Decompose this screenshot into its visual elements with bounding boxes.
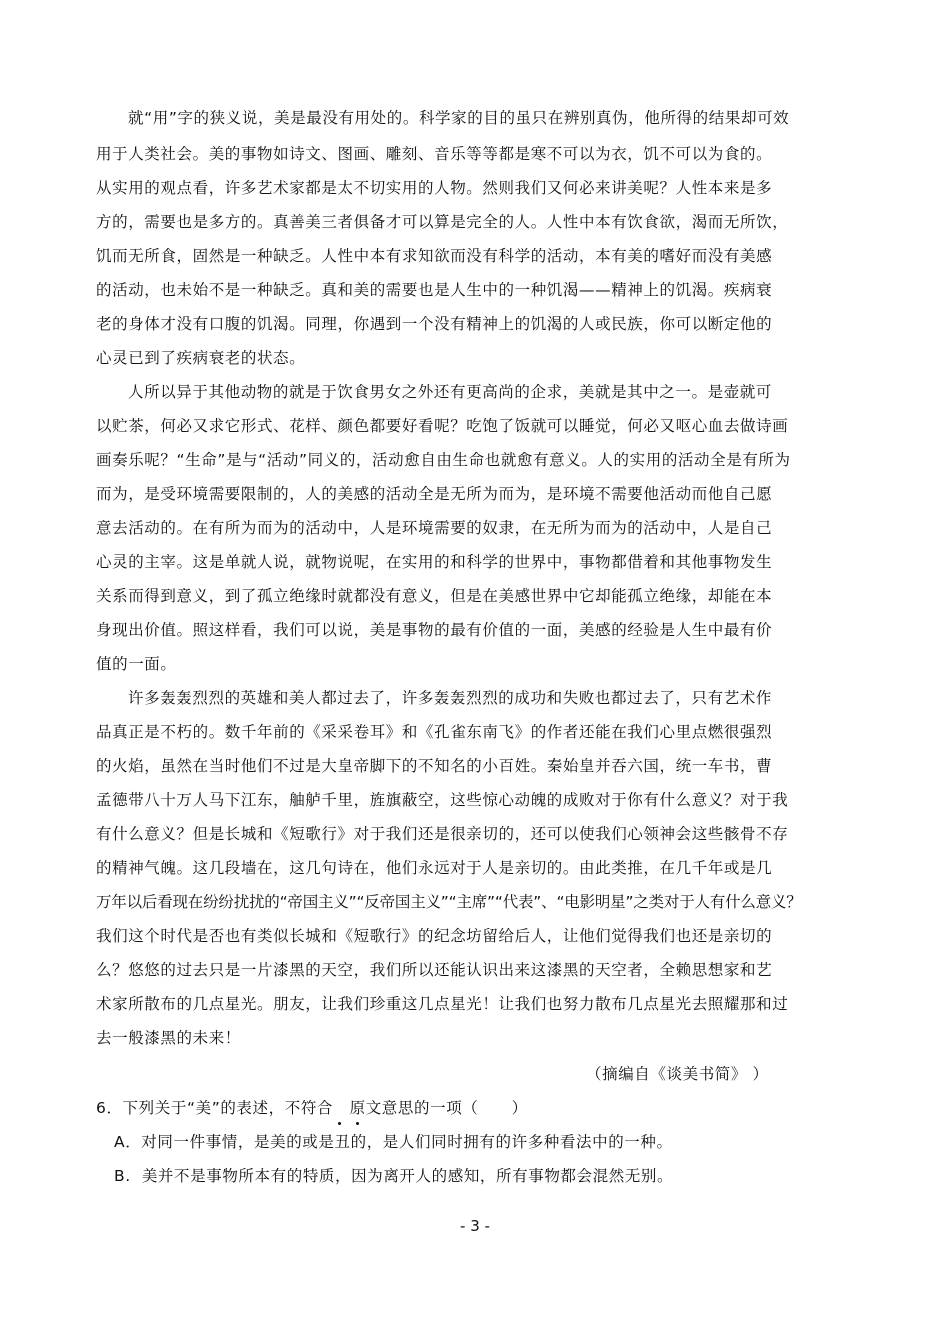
passage-line: 去一般漆黑的未来！ [96, 1029, 241, 1047]
emphasis-dot [338, 1122, 341, 1125]
passage-line: 从实用的观点看，许多艺术家都是太不切实用的人物。然则我们又何必来讲美呢？人性本来是多 [96, 179, 773, 197]
passage-line: 我们这个时代是否也有类似长城和《短歌行》的纪念坊留给后人，让他们觉得我们也还是亲切的 [96, 927, 773, 945]
passage-line: 而为，是受环境需要限制的，人的美感的活动全是无所为而为，是环境不需要他活动而他自己愿 [96, 485, 773, 503]
page-number: - 3 - [460, 1217, 490, 1235]
passage-line: 身现出价值。照这样看，我们可以说，美是事物的最有价值的一面，美感的经验是人生中最有价 [96, 621, 773, 639]
passage-line: 人所以异于其他动物的就是于饮食男女之外还有更高尚的企求，美就是其中之一。是壶就可 [128, 383, 773, 401]
passage-line: 孟德带八十万人马下江东，舳舻千里，旌旗蔽空，这些惊心动魄的成败对于你有什么意义？对于我 [96, 791, 789, 809]
emphasis-dot [356, 1122, 359, 1125]
passage-line: 心灵已到了疾病衰老的状态。 [96, 349, 306, 367]
passage-line: 值的一面。 [96, 655, 177, 673]
option-a: A．对同一件事情，是美的或是丑的，是人们同时拥有的许多种看法中的一种。 [114, 1133, 673, 1151]
passage-line: 老的身体才没有口腹的饥渴。同理，你遇到一个没有精神上的饥渴的人或民族，你可以断定他的 [96, 315, 773, 333]
passage-line: 品真正是不朽的。数千年前的《采采卷耳》和《孔雀东南飞》的作者还能在我们心里点燃很强烈 [96, 723, 773, 741]
passage-line: 用于人类社会。美的事物如诗文、图画、雕刻、音乐等等都是寒不可以为衣，饥不可以为食的。 [96, 145, 773, 163]
passage-line: 许多轰轰烈烈的英雄和美人都过去了，许多轰轰烈烈的成功和失败也都过去了，只有艺术作 [128, 689, 773, 707]
passage-line: 以贮茶，何必又求它形式、花样、颜色都要好看呢？吃饱了饭就可以睡觉，何必又呕心血去做诗画 [96, 417, 789, 435]
passage-line: 的精神气魄。这几段墙在，这几句诗在，他们永远对于人是亲切的。由此类推，在几千年或是几 [96, 859, 773, 877]
passage-line: 万年以后看现在纷纷扰扰的“帝国主义”“反帝国主义”“主席”“代表”、“电影明星”之类对于人有什么意义？ [96, 893, 802, 911]
passage-line: 方的，需要也是多方的。真善美三者俱备才可以算是完全的人。人性中本有饮食欲，渴而无所饮， [96, 213, 789, 231]
passage-line: 心灵的主宰。这是单就人说，就物说呢，在实用的和科学的世界中，事物都借着和其他事物发生 [96, 553, 773, 571]
passage-line: 关系而得到意义，到了孤立绝缘时就都没有意义，但是在美感世界中它却能孤立绝缘，却能在本 [96, 587, 773, 605]
passage-line: 的火焰，虽然在当时他们不过是大皇帝脚下的不知名的小百姓。秦始皇并吞六国，统一车书，曹 [96, 757, 773, 775]
passage-line: 有什么意义？但是长城和《短歌行》对于我们还是很亲切的，还可以使我们心领神会这些骸骨不存 [96, 825, 789, 843]
passage-line: 意去活动的。在有所为而为的活动中，人是环境需要的奴隶，在无所为而为的活动中，人是自己 [96, 519, 773, 537]
passage-line: 的活动，也未始不是一种缺乏。真和美的需要也是人生中的一种饥渴——精神上的饥渴。疾病衰 [96, 281, 773, 299]
passage-line: 画奏乐呢？“生命”是与“活动”同义的，活动愈自由生命也就愈有意义。人的实用的活动全是有所为 [96, 451, 791, 469]
passage-line: 饥而无所食，固然是一种缺乏。人性中本有求知欲而没有科学的活动，本有美的嗜好而没有美感 [96, 247, 773, 265]
passage-line: 术家所散布的几点星光。朋友，让我们珍重这几点星光！让我们也努力散布几点星光去照耀那和过 [96, 995, 789, 1013]
question-stem: 6．下列关于“美”的表述，不符合 原文意思的一项（ ） [96, 1099, 528, 1117]
passage-line: 就“用”字的狭义说，美是最没有用处的。科学家的目的虽只在辨别真伪，他所得的结果却可效 [128, 109, 790, 127]
passage-line: 么？悠悠的过去只是一片漆黑的天空，我们所以还能认识出来这漆黑的天空者，全赖思想家和艺 [96, 961, 773, 979]
source-citation: （摘编自《谈美书简》 ） [586, 1065, 769, 1083]
option-b: B. 美并不是事物所本有的特质，因为离开人的感知，所有事物都会混然无别。 [114, 1167, 674, 1185]
